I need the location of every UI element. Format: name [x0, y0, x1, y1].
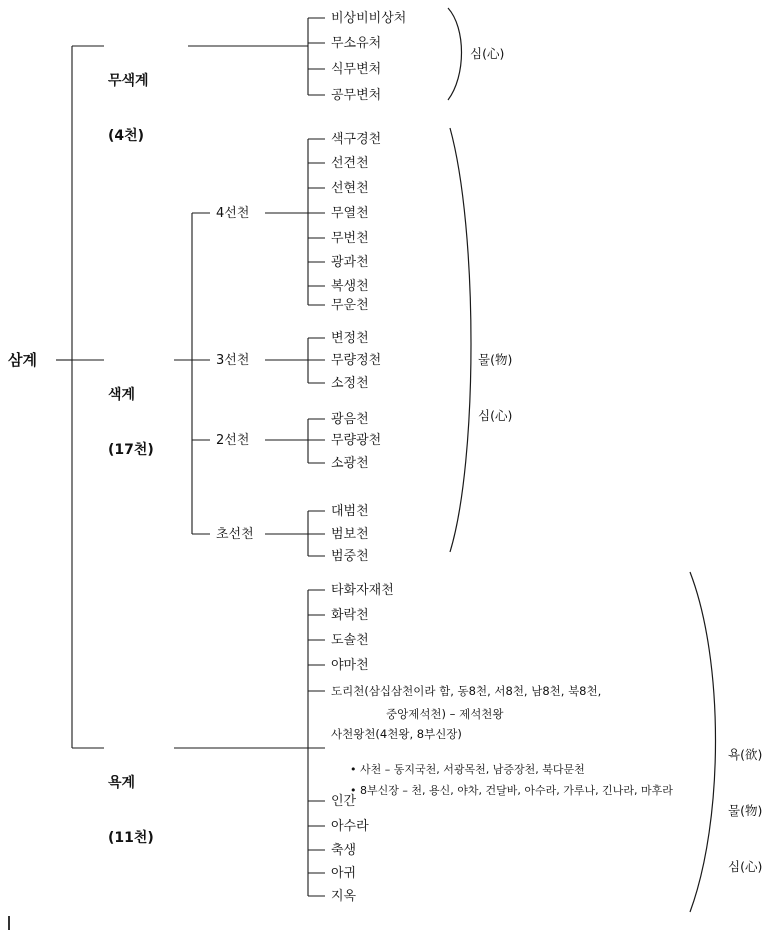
list-item: 범중천	[331, 549, 369, 564]
list-item: 인간	[331, 794, 357, 809]
list-item: 아수라	[331, 819, 369, 834]
list-item-continuation: 중앙제석천) – 제석천왕	[386, 707, 504, 721]
bullet-text: 8부신장 – 천, 용신, 야차, 건달바, 아수라, 가루나, 긴나라, 마후라	[360, 783, 673, 797]
list-item-bullet	[343, 769, 673, 799]
group-label-formless-sub: (4천)	[108, 127, 145, 144]
connector-lines	[56, 18, 325, 896]
list-item: 타화자재천	[331, 583, 394, 598]
brace-desire	[690, 572, 716, 912]
bullet-text: 사천 – 동지국천, 서광목천, 남증장천, 북다문천	[360, 762, 585, 776]
bottom-rule-mark	[8, 916, 10, 930]
group-label-desire-sub: (11천)	[108, 829, 154, 846]
list-item: 복생천	[331, 279, 369, 294]
list-item: 무운천	[331, 298, 369, 313]
list-item: 무소유처	[331, 36, 382, 51]
list-item: 무번천	[331, 231, 369, 246]
list-item: 무량정천	[331, 353, 382, 368]
brace-label-form-line-2: 심(心)	[478, 407, 513, 423]
brace-label-desire-line-1: 욕(欲)	[728, 746, 763, 762]
group-label-desire	[108, 738, 154, 865]
brace-label-desire-line-2: 물(物)	[728, 802, 763, 818]
list-item: 색구경천	[331, 132, 382, 147]
group-label-form-text: 색계	[108, 387, 136, 404]
bullet-dot: •	[350, 783, 360, 797]
list-item: 범보천	[331, 527, 369, 542]
list-item: 대범천	[331, 504, 369, 519]
list-item: 야마천	[331, 658, 369, 673]
list-item: 사천왕천(4천왕, 8부신장)	[331, 727, 462, 741]
subgroup-label-2seon: 2선천	[216, 433, 250, 448]
brace-label-form	[478, 313, 512, 444]
group-label-formless-text: 무색계	[108, 73, 149, 90]
list-item: 무열천	[331, 206, 369, 221]
brace-label-form-line-1: 물(物)	[478, 351, 513, 367]
brace-form	[450, 128, 471, 552]
list-item: 변정천	[331, 331, 369, 346]
list-item: 식무변처	[331, 62, 382, 77]
list-item: 광과천	[331, 255, 369, 270]
group-label-formless	[108, 36, 149, 163]
list-item: 선견천	[331, 156, 369, 171]
list-item: 지옥	[331, 889, 357, 904]
group-label-form-sub: (17천)	[108, 441, 154, 458]
list-item: 도리천(삼십삼천이라 함, 동8천, 서8천, 남8천, 북8천,	[331, 684, 602, 698]
list-item: 화락천	[331, 608, 369, 623]
list-item: 공무변처	[331, 88, 382, 103]
list-item: 광음천	[331, 412, 369, 427]
list-item: 소광천	[331, 456, 369, 471]
list-item: 축생	[331, 843, 357, 858]
brace-label-formless: 심(心)	[470, 46, 505, 61]
list-item: 도솔천	[331, 633, 369, 648]
brace-label-desire-line-3: 심(心)	[728, 859, 763, 874]
list-item: 아귀	[331, 866, 357, 881]
list-item: 비상비비상처	[331, 11, 407, 26]
brace-formless	[448, 8, 462, 100]
group-label-form	[108, 350, 154, 477]
list-item: 선현천	[331, 181, 369, 196]
subgroup-label-4seon: 4선천	[216, 206, 250, 221]
root-label: 삼계	[8, 351, 37, 369]
subgroup-label-3seon: 3선천	[216, 353, 250, 368]
subgroup-label-choseon: 초선천	[216, 527, 254, 542]
bullet-dot: •	[350, 762, 360, 776]
list-item: 소정천	[331, 376, 369, 391]
list-item: 무량광천	[331, 433, 382, 448]
brace-label-desire	[728, 708, 762, 896]
group-label-desire-text: 욕계	[108, 775, 136, 792]
